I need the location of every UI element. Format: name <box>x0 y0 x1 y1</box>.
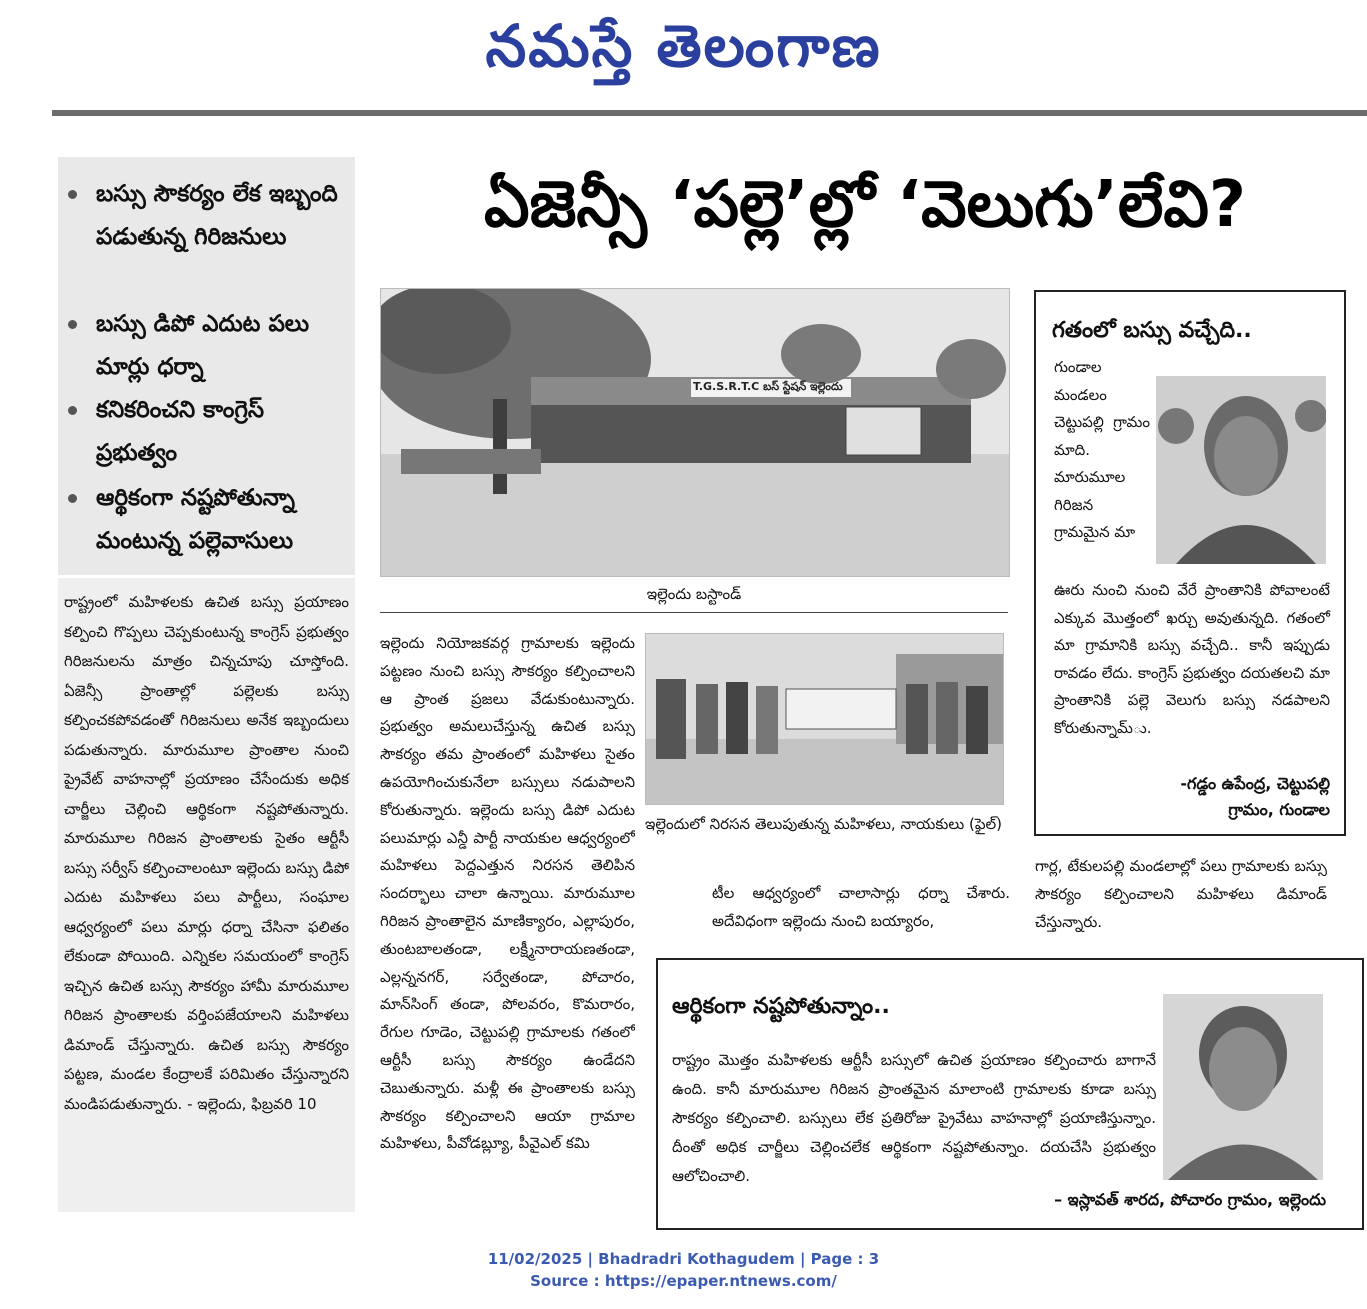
masthead-logo: నమస్తే తెలంగాణ <box>485 12 882 80</box>
highlight-item: ఆర్థికంగా నష్టపోతున్నా మంటున్న పల్లెవాసులు <box>68 477 348 563</box>
protest-photo <box>645 633 1004 805</box>
bullet-icon <box>68 406 77 415</box>
masthead-divider <box>52 110 1367 116</box>
left-article-column <box>58 578 355 1212</box>
woman-portrait-photo <box>1156 376 1326 564</box>
quote-box-pocharam <box>656 958 1364 1230</box>
highlight-item: బస్సు సౌకర్యం లేక ఇబ్బంది పడుతున్న గిరిజనులు <box>68 173 348 259</box>
bullet-icon <box>68 320 77 329</box>
quote-body-narrow: గుండాల మండలం చెట్టుపల్లి గ్రామం మాది. మారుమూల గిరిజన గ్రామమైన మా <box>1054 358 1150 541</box>
quote-attribution: – ఇస్లావత్ శారద, పోచారం గ్రామం, ఇల్లెందు <box>1054 1190 1326 1209</box>
quote-box-title: ఆర్థికంగా నష్టపోతున్నాం.. <box>672 994 890 1019</box>
quote-attribution-line2: గ్రామం, గుండాల <box>1228 800 1330 819</box>
bus-stand-sign: T.G.S.R.T.C బస్ స్టేషన్ ఇల్లెందు <box>693 380 843 393</box>
woman-portrait-photo <box>1163 994 1323 1180</box>
article-body-right: గార్ల, టేకులపల్లి మండలాల్లో పలు గ్రామాలకు బస్సు సౌకర్యం కల్పించాలని మహిళలు డిమాండ్ చేస్తున్నారు. <box>1035 857 1327 931</box>
quote-body: రాష్ట్రం మొత్తం మహిళలకు ఆర్టీసీ బస్సులో ఉచిత ప్రయాణం కల్పించారు బాగానే ఉంది. కానీ మారుమూల గిరిజన ప్రాంతమైన మాలాంటి గ్రామాలకు కూడా బస్సు సౌకర్యం కల్పించాలి. బస్సులు లేక ప్రతిరోజు ప్రైవేటు వాహనాల్లో ప్రయాణిస్తున్నాం. దీంతో అధిక చార్జీలు చెల్లించలేక ఆర్థికంగా నష్టపోతున్నాం. దయచేసి ప్రభుత్వం ఆలోచించాలి. <box>672 1051 1156 1185</box>
footer-date-edition: 11/02/2025 | Bhadradri Kothagudem | Page : 3 <box>487 1250 880 1268</box>
quote-box-gundala <box>1034 290 1346 836</box>
bus-stand-caption: ఇల్లెందు బస్టాండ్ <box>646 585 742 603</box>
bullet-icon <box>68 190 77 199</box>
quote-attribution-line1: -గడ్డం ఉపేంద్ర, చెట్టుపల్లి <box>1180 774 1330 793</box>
bus-stand-photo <box>380 288 1010 577</box>
protest-photo-image <box>646 634 1003 804</box>
highlights-box <box>58 157 355 575</box>
bullet-icon <box>68 494 77 503</box>
article-body-continued: టీల ఆధ్వర్యంలో చాలాసార్లు ధర్నా చేశారు. అదేవిధంగా ఇల్లెందు నుంచి బయ్యారం, <box>712 884 1010 930</box>
bus-stand-photo-image <box>381 289 1009 576</box>
quote-box-title: గతంలో బస్సు వచ్చేది.. <box>1052 318 1252 343</box>
quote-body-wide: ఊరు నుంచి నుంచి వేరే ప్రాంతానికి పోవాలంటే ఎక్కువ మొత్తంలో ఖర్చు అవుతున్నది. గతంలో మా గ్రామానికి బస్సు వచ్చేది.. కానీ ఇప్పుడు రావడం లేదు. కాంగ్రెస్ ప్రభుత్వం దయతలచి మా ప్రాంతానికి పల్లె వెలుగు బస్సు నడపాలని కోరుతున్నామ్ు. <box>1054 581 1330 737</box>
left-article-text: రాష్ట్రంలో మహిళలకు ఉచిత బస్సు ప్రయాణం కల్పించి గొప్పలు చెప్పకుంటున్న కాంగ్రెస్ ప్రభుత్వం గిరిజనులను మాత్రం చిన్నచూపు చూస్తోంది. ఏజెన్సీ ప్రాంతాల్లో పల్లెలకు బస్సు కల్పించకపోవడంతో గిరిజనులు అనేక ఇబ్బందులు పడుతున్నారు. మారుమూల ప్రాంతాల నుంచి ప్రైవేట్ వాహనాల్లో ప్రయాణం చేసేందుకు అధిక చార్జీలు చెల్లించి ఆర్థికంగా నష్టపోతున్నారు. మారుమూల గిరిజన ప్రాంతాలకు సైతం ఆర్టీసీ బస్సు సర్వీస్ కల్పించాలంటూ ఇల్లెందు బస్సు డిపో ఎదుట మహిళలు పలు పార్టీలు, సంఘాల ఆధ్వర్యంలో పలు మార్లు ధర్నా చేసినా ఫలితం లేకుండా పోయింది. ఎన్నికల సమయంలో కాంగ్రెస్ ఇచ్చిన ఉచిత బస్సు సౌకర్యం హామీ మారుమూల గిరిజన ప్రాంతాలకు వర్తింపజేయాలని మహిళలు డిమాండ్ చేస్తున్నారు. ఉచిత బస్సు సౌకర్యం పట్టణ, మండల కేంద్రాలకే పరిమితం చేస్తున్నారని మండిపడుతున్నారు. - ఇల్లెందు, ఫిబ్రవరి 10 <box>64 593 349 1113</box>
headline: ఏజెన్సీ ‘పల్లె’ల్లో ‘వెలుగు’లేవి? <box>484 168 1246 242</box>
highlight-item: బస్సు డిపో ఎదుట పలు మార్లు ధర్నా <box>68 303 348 389</box>
article-body-main: ఇల్లెందు నియోజకవర్గ గ్రామాలకు ఇల్లెందు పట్టణం నుంచి బస్సు సౌకర్యం కల్పించాలని ఆ ప్రాంత ప్రజలు వేడుకుంటున్నారు. ప్రభుత్వం అమలుచేస్తున్న ఉచిత బస్సు సౌకర్యం తమ ప్రాంతంలో మహిళలు సైతం ఉపయోగించుకునేలా బస్సులు నడుపాలని కోరుతున్నారు. ఇల్లెందు బస్సు డిపో ఎదుట పలుమార్లు ఎన్డీ పార్టీ నాయకుల ఆధ్వర్యంలో మహిళలు పెద్దఎత్తున నిరసన తెలిపిన సందర్భాలు చాలా ఉన్నాయి. మారుమూల గిరిజన ప్రాంతాలైన మాణిక్యారం, ఎల్లాపురం, తుంటబాలతండా, లక్ష్మీనారాయణతండా, ఎల్లన్ననగర్, సర్వేతండా, పోచారం, మాన్‌సింగ్ తండా, పోలవరం, కొమరారం, రేగుల గూడెం, చెట్టుపల్లి గ్రామాలకు గతంలో ఆర్టీసీ బస్సు సౌకర్యం ఉండేదని చెబుతున్నారు. మళ్లీ ఈ ప్రాంతాలకు బస్సు సౌకర్యం కల్పించాలని ఆయా గ్రామాల మహిళలు, పీవోడబ్ల్యూ, పీవైఎల్ కమి <box>380 634 635 1153</box>
woman-portrait-image <box>1156 376 1326 564</box>
protest-caption: ఇల్లెందులో నిరసన తెలుపుతున్న మహిళలు, నాయకులు (ఫైల్) <box>645 815 1002 833</box>
woman-portrait-image <box>1163 994 1323 1180</box>
caption-divider <box>380 612 1008 613</box>
highlight-item: కనికరించని కాంగ్రెస్ ప్రభుత్వం <box>68 389 348 475</box>
footer-source: Source : https://epaper.ntnews.com/ <box>530 1272 837 1290</box>
